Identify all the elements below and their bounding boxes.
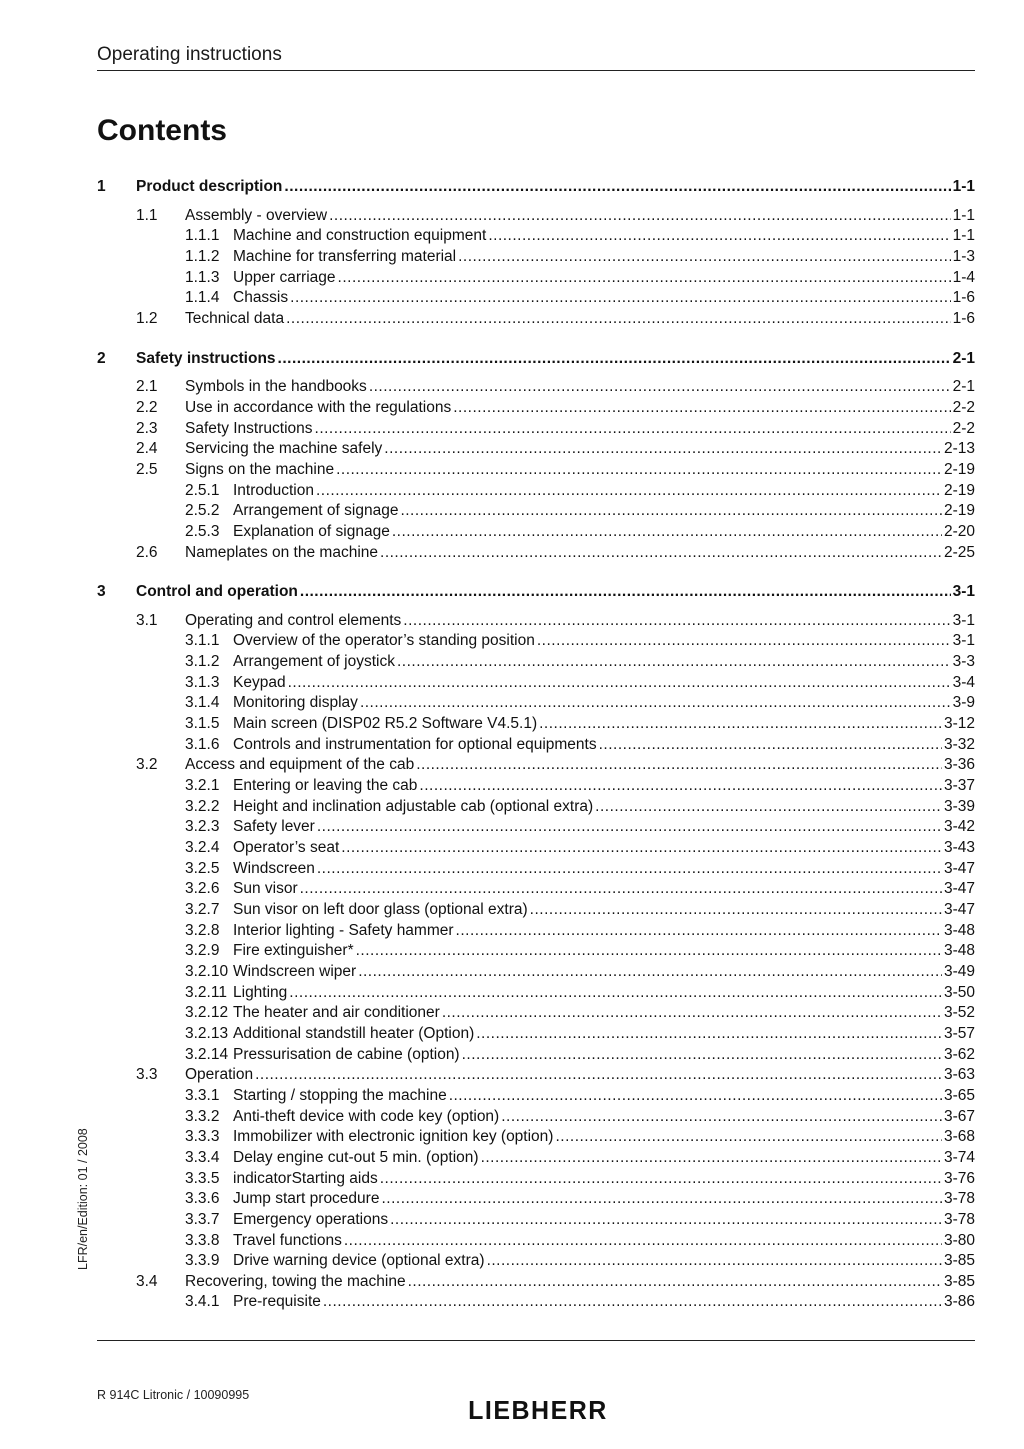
toc-leader [449, 1086, 942, 1107]
toc-page: 3-50 [943, 983, 975, 1001]
toc-page: 2-20 [943, 522, 975, 540]
toc-entry[interactable] [97, 288, 975, 309]
toc-leader [400, 501, 942, 522]
toc-page: 3-65 [943, 1086, 975, 1104]
toc-page: 1-6 [952, 289, 975, 307]
toc-entry[interactable] [97, 693, 975, 714]
toc-entry[interactable] [97, 206, 975, 227]
toc-title: Upper carriage [233, 268, 336, 286]
toc-page: 3-1 [952, 611, 975, 629]
toc-number: 1.1.3 [185, 268, 220, 286]
toc-leader [338, 268, 951, 289]
toc-leader [442, 1003, 942, 1024]
toc-entry[interactable] [97, 714, 975, 735]
toc-page: 3-43 [943, 839, 975, 857]
toc-entry[interactable] [97, 501, 975, 522]
toc-title: Safety Instructions [185, 419, 313, 437]
toc-leader [381, 1189, 942, 1210]
header-title: Operating instructions [97, 44, 282, 65]
toc-number: 3.3.5 [185, 1169, 220, 1187]
toc-leader [286, 309, 951, 330]
toc-page: 3-80 [943, 1231, 975, 1249]
toc-entry[interactable] [97, 1086, 975, 1107]
toc-number: 2.5.2 [185, 502, 220, 520]
toc-entry[interactable] [97, 631, 975, 652]
toc-entry[interactable] [97, 673, 975, 694]
toc-number: 3.4 [136, 1272, 158, 1290]
toc-number: 3.4.1 [185, 1293, 220, 1311]
toc-page: 3-78 [943, 1190, 975, 1208]
toc-number: 2.5.3 [185, 522, 220, 540]
toc-entry[interactable] [97, 309, 975, 330]
toc-entry[interactable] [97, 398, 975, 419]
toc-title: Recovering, towing the machine [185, 1272, 406, 1290]
toc-title: Servicing the machine safely [185, 440, 383, 458]
toc-entry[interactable] [97, 735, 975, 756]
toc-entry[interactable] [97, 377, 975, 398]
toc-leader [384, 439, 942, 460]
toc-title: Lighting [233, 983, 288, 1001]
toc-entry[interactable] [97, 817, 975, 838]
toc-number: 2.4 [136, 440, 158, 458]
toc-page: 1-3 [952, 247, 975, 265]
toc-title: Keypad [233, 673, 286, 691]
toc-title: Safety instructions [136, 349, 276, 367]
toc-page: 2-1 [952, 378, 975, 396]
toc-entry[interactable] [97, 1045, 975, 1066]
toc-page: 3-3 [952, 653, 975, 671]
toc-leader [456, 921, 942, 942]
toc-leader [555, 1127, 942, 1148]
toc-title: Immobilizer with electronic ignition key (option) [233, 1128, 554, 1146]
toc-leader [419, 776, 942, 797]
toc-title: Arrangement of signage [233, 502, 399, 520]
toc-leader [315, 419, 951, 440]
toc-leader [599, 735, 942, 756]
toc-number: 2.6 [136, 543, 158, 561]
toc-entry[interactable] [97, 349, 975, 370]
toc-title: Jump start procedure [233, 1190, 380, 1208]
toc-page: 2-2 [952, 419, 975, 437]
toc-leader [300, 879, 942, 900]
toc-page: 2-19 [943, 460, 975, 478]
toc-leader [595, 797, 942, 818]
toc-title: Nameplates on the machine [185, 543, 379, 561]
toc-number: 3.1 [136, 611, 158, 629]
toc-leader [341, 838, 942, 859]
toc-entry[interactable] [97, 460, 975, 481]
toc-entry[interactable] [97, 582, 975, 603]
toc-title: Operator’s seat [233, 839, 340, 857]
toc-entry[interactable] [97, 177, 975, 198]
toc-page: 3-86 [943, 1293, 975, 1311]
toc-leader [369, 377, 951, 398]
toc-leader [390, 1210, 942, 1231]
toc-title: Control and operation [136, 583, 298, 601]
toc-page: 3-49 [943, 962, 975, 980]
toc-number: 3.2.11 [185, 983, 227, 1001]
toc-title: Machine and construction equipment [233, 227, 487, 245]
toc-number: 1.1 [136, 206, 158, 224]
toc-title: Arrangement of joystick [233, 653, 395, 671]
toc-number: 3.3.9 [185, 1252, 220, 1270]
toc-page: 2-13 [943, 440, 975, 458]
toc-title: Controls and instrumentation for optional equipments [233, 735, 597, 753]
toc-leader [462, 1045, 942, 1066]
toc-leader [284, 177, 950, 198]
toc-leader [278, 349, 951, 370]
toc-page: 1-4 [952, 268, 975, 286]
toc-number: 3 [97, 583, 106, 601]
toc-leader [537, 631, 951, 652]
toc-number: 3.2.14 [185, 1045, 229, 1063]
toc-title: Anti-theft device with code key (option) [233, 1107, 500, 1125]
toc-number: 1.1.2 [185, 247, 220, 265]
toc-number: 3.2.3 [185, 818, 220, 836]
toc-page: 3-68 [943, 1128, 975, 1146]
toc-number: 3.1.6 [185, 735, 220, 753]
toc-leader [458, 247, 950, 268]
toc-title: Starting / stopping the machine [233, 1086, 447, 1104]
toc-number: 3.2.12 [185, 1004, 229, 1022]
toc-page: 3-85 [943, 1272, 975, 1290]
toc-page: 3-47 [943, 880, 975, 898]
toc-number: 3.1.1 [185, 632, 220, 650]
toc-page: 3-62 [943, 1045, 975, 1063]
liebherr-logo [457, 1396, 619, 1422]
toc-title: Sun visor on left door glass (optional extra) [233, 901, 528, 918]
toc-page: 3-67 [943, 1107, 975, 1125]
toc-title: Pressurisation de cabine (option) [233, 1045, 460, 1063]
toc-number: 3.1.4 [185, 694, 220, 712]
toc-page: 3-47 [943, 901, 975, 918]
toc-title: Chassis [233, 289, 289, 307]
toc-number: 3.2.4 [185, 839, 220, 857]
toc-entry[interactable] [97, 797, 975, 818]
toc-leader [336, 460, 942, 481]
toc-number: 3.2.5 [185, 859, 220, 877]
toc-leader [358, 962, 942, 983]
toc-leader [300, 582, 951, 603]
toc-entry[interactable] [97, 900, 975, 921]
toc-entry[interactable] [97, 1107, 975, 1128]
toc-leader [408, 1272, 942, 1293]
toc-page: 3-32 [943, 735, 975, 753]
footer-doc-id: R 914C Litronic / 10090995 [97, 1388, 250, 1402]
toc-title: Operation [185, 1066, 254, 1084]
toc-number: 2.2 [136, 398, 158, 416]
toc-title: Emergency operations [233, 1210, 389, 1228]
toc-entry[interactable] [97, 838, 975, 859]
toc-title: Signs on the machine [185, 460, 335, 478]
toc-leader [380, 543, 942, 564]
toc-entry[interactable] [97, 776, 975, 797]
page-title: Contents [97, 114, 227, 147]
toc-title: Fire extinguisher* [233, 942, 354, 960]
toc-number: 3.2 [136, 756, 158, 774]
toc-title: Overview of the operator’s standing position [233, 632, 535, 650]
toc-leader [290, 288, 950, 309]
toc-page: 2-19 [943, 481, 975, 499]
toc-leader [317, 817, 942, 838]
toc-page: 3-48 [943, 921, 975, 939]
toc-entry[interactable] [97, 226, 975, 247]
toc-number: 1.1.4 [185, 289, 220, 307]
toc-page: 3-52 [943, 1004, 975, 1022]
toc-title: Pre-requisite [233, 1293, 321, 1311]
toc-entry[interactable] [97, 481, 975, 502]
toc-leader [344, 1231, 942, 1252]
toc-page: 3-12 [943, 715, 975, 733]
toc-number: 2.3 [136, 419, 158, 437]
toc-entry[interactable] [97, 1003, 975, 1024]
toc-number: 3.2.7 [185, 901, 220, 918]
toc-title: Sun visor [233, 880, 298, 898]
toc-page: 3-57 [943, 1024, 975, 1042]
toc-entry[interactable] [97, 1148, 975, 1169]
toc-entry[interactable] [97, 1210, 975, 1231]
toc-title: Main screen (DISP02 R5.2 Software V4.5.1) [233, 715, 538, 733]
toc-leader [487, 1251, 942, 1272]
toc-leader [288, 673, 951, 694]
toc-page: 3-1 [952, 632, 975, 650]
toc-title: Windscreen [233, 859, 315, 877]
toc-title: Symbols in the handbooks [185, 378, 367, 396]
toc-page: 2-2 [952, 398, 975, 416]
toc-entry[interactable] [97, 247, 975, 268]
toc-title: Use in accordance with the regulations [185, 398, 452, 416]
toc-number: 2.1 [136, 378, 158, 396]
toc-title: Height and inclination adjustable cab (optional extra) [233, 797, 594, 815]
toc-number: 3.3.6 [185, 1190, 220, 1208]
toc-title: The heater and air conditioner [233, 1004, 440, 1022]
toc-title: Delay engine cut-out 5 min. (option) [233, 1148, 479, 1166]
toc-leader [476, 1024, 942, 1045]
toc-leader [397, 652, 951, 673]
toc-entry[interactable] [97, 652, 975, 673]
toc-entry[interactable] [97, 1292, 975, 1313]
toc-title: Travel functions [233, 1231, 342, 1249]
toc-number: 3.3.4 [185, 1148, 220, 1166]
toc-title: Safety lever [233, 818, 315, 836]
toc-page: 3-63 [943, 1066, 975, 1084]
toc-title: Operating and control elements [185, 611, 402, 629]
toc-entry[interactable] [97, 1251, 975, 1272]
toc-number: 3.2.10 [185, 962, 229, 980]
toc-entry[interactable] [97, 1169, 975, 1190]
toc-title: Introduction [233, 481, 314, 499]
toc-number: 3.1.3 [185, 673, 220, 691]
toc-leader [289, 983, 942, 1004]
toc-number: 3.3.8 [185, 1231, 220, 1249]
toc-number: 3.2.1 [185, 777, 220, 795]
toc-entry[interactable] [97, 1231, 975, 1252]
toc-entry[interactable] [97, 941, 975, 962]
toc-leader [481, 1148, 942, 1169]
toc-entry[interactable] [97, 1189, 975, 1210]
toc-number: 1 [97, 178, 106, 195]
toc-page: 2-19 [943, 502, 975, 520]
toc-page: 1-1 [952, 206, 975, 224]
toc-number: 3.2.2 [185, 797, 220, 815]
toc-title: Product description [136, 178, 283, 195]
toc-leader [501, 1107, 942, 1128]
toc-number: 3.2.6 [185, 880, 220, 898]
toc-number: 3.2.13 [185, 1024, 229, 1042]
toc-page: 3-1 [952, 583, 975, 601]
toc-leader [316, 481, 942, 502]
toc-title: Machine for transferring material [233, 247, 457, 265]
toc-leader [255, 1065, 942, 1086]
toc-leader [317, 859, 942, 880]
toc-leader [403, 611, 950, 632]
toc-entry[interactable] [97, 419, 975, 440]
toc-title: indicatorStarting aids [233, 1169, 378, 1187]
toc-leader [380, 1169, 942, 1190]
toc-page: 3-37 [943, 777, 975, 795]
toc-number: 2 [97, 349, 106, 367]
toc-entry[interactable] [97, 611, 975, 632]
toc-leader [530, 900, 942, 921]
toc-entry[interactable] [97, 543, 975, 564]
toc-page: 2-25 [943, 543, 975, 561]
toc-page: 3-85 [943, 1252, 975, 1270]
toc-number: 2.5.1 [185, 481, 220, 499]
toc-entry[interactable] [97, 859, 975, 880]
toc-page: 3-78 [943, 1210, 975, 1228]
toc-number: 3.3.2 [185, 1107, 220, 1125]
toc-page: 3-39 [943, 797, 975, 815]
toc-number: 3.1.2 [185, 653, 220, 671]
toc-leader [329, 206, 950, 227]
toc-number: 1.1.1 [185, 227, 220, 245]
toc-entry[interactable] [97, 921, 975, 942]
toc-leader [539, 714, 942, 735]
toc-title: Monitoring display [233, 694, 358, 712]
toc-leader [356, 941, 942, 962]
toc-title: Drive warning device (optional extra) [233, 1252, 485, 1270]
toc-entry[interactable] [97, 983, 975, 1004]
toc-page: 1-1 [952, 178, 975, 195]
toc-page: 3-74 [943, 1148, 975, 1166]
edition-label: LFR/en/Edition: 01 / 2008 [76, 1128, 90, 1270]
toc-leader [392, 522, 942, 543]
toc-number: 3.2.9 [185, 942, 220, 960]
toc-entry[interactable] [97, 1272, 975, 1293]
toc-page: 3-76 [943, 1169, 975, 1187]
toc-number: 3.2.8 [185, 921, 220, 939]
toc-number: 3.3.3 [185, 1128, 220, 1146]
toc-title: Additional standstill heater (Option) [233, 1024, 475, 1042]
toc-entry[interactable] [97, 1065, 975, 1086]
toc-title: Interior lighting - Safety hammer [233, 921, 454, 939]
toc-title: Windscreen wiper [233, 962, 357, 980]
table-of-contents [97, 177, 975, 1313]
toc-entry[interactable] [97, 268, 975, 289]
toc-number: 2.5 [136, 460, 158, 478]
toc-page: 3-42 [943, 818, 975, 836]
toc-title: Explanation of signage [233, 522, 390, 540]
toc-page: 1-1 [952, 227, 975, 245]
toc-number: 3.1.5 [185, 715, 220, 733]
toc-page: 2-1 [952, 349, 975, 367]
toc-page: 3-9 [952, 694, 975, 712]
toc-number: 1.2 [136, 309, 158, 327]
toc-title: Assembly - overview [185, 206, 328, 224]
toc-entry[interactable] [97, 1024, 975, 1045]
toc-leader [323, 1292, 942, 1313]
header-rule [97, 70, 975, 71]
toc-title: Technical data [185, 309, 285, 327]
toc-leader [360, 693, 951, 714]
toc-leader [453, 398, 950, 419]
toc-title: Entering or leaving the cab [233, 777, 418, 795]
toc-page: 3-36 [943, 756, 975, 774]
toc-entry[interactable] [97, 1127, 975, 1148]
toc-entry[interactable] [97, 879, 975, 900]
toc-page: 3-48 [943, 942, 975, 960]
toc-page: 1-6 [952, 309, 975, 327]
toc-number: 3.3.7 [185, 1210, 220, 1228]
toc-entry[interactable] [97, 439, 975, 460]
toc-number: 3.3.1 [185, 1086, 220, 1104]
logo-text: LIEBHERR [468, 1396, 608, 1422]
toc-page: 3-47 [943, 859, 975, 877]
toc-leader [416, 755, 942, 776]
toc-leader [488, 226, 950, 247]
footer-rule [97, 1340, 975, 1341]
toc-page: 3-4 [952, 673, 975, 691]
toc-title: Access and equipment of the cab [185, 756, 415, 774]
toc-number: 3.3 [136, 1066, 158, 1084]
toc-entry[interactable] [97, 522, 975, 543]
toc-entry[interactable] [97, 962, 975, 983]
toc-entry[interactable] [97, 755, 975, 776]
